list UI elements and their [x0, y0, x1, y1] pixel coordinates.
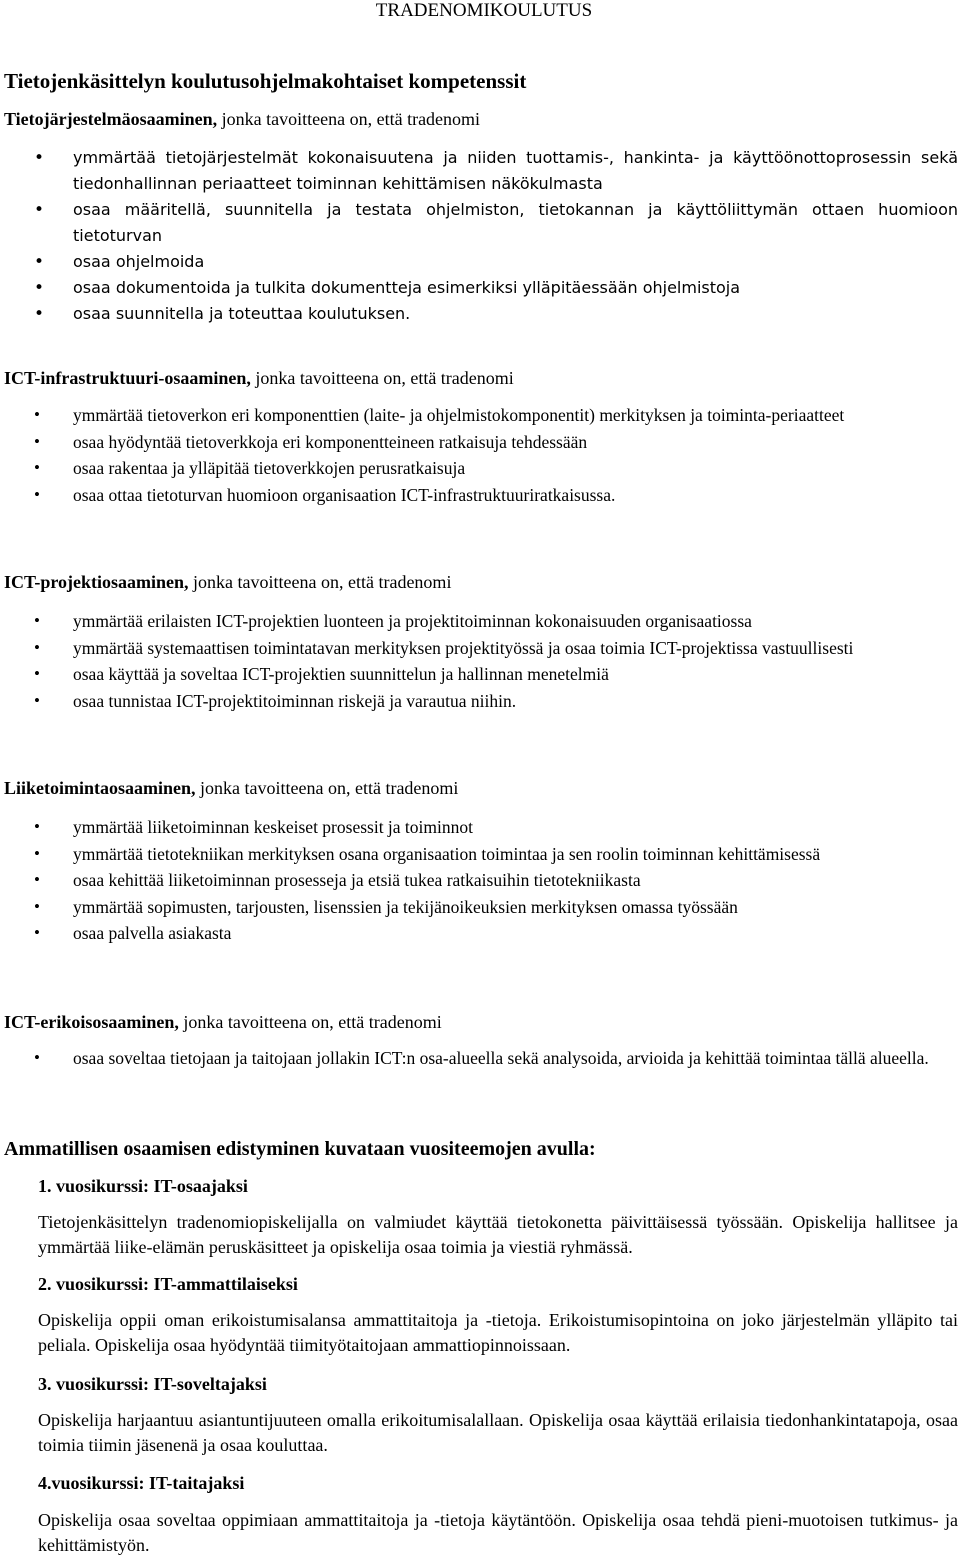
section-heading-rest: jonka tavoitteena on, että tradenomi — [195, 778, 459, 798]
list-item: • osaa soveltaa tietojaan ja taitojaan jollakin ICT:n osa-alueella sekä analysoida, arvioida ja kehittää toimintaa tällä alueella. — [0, 1045, 960, 1072]
list-item: • osaa palvella asiakasta — [0, 920, 960, 947]
list-item: • ymmärtää liiketoiminnan keskeiset prosessit ja toiminnot — [0, 814, 960, 841]
list-ict-infra — [0, 402, 960, 508]
year-2-text: Opiskelija oppii oman erikoistumisalansa ammattitaitoja ja -tietoja. Erikoistumisopintoina on joko järjestelmän ylläpito tai peliala. Opiskelija osaa hyödyntää tiimityötaitojaan ammattiopinnoissaan. — [38, 1310, 958, 1355]
list-item: • ymmärtää tietoverkon eri komponenttien (laite- ja ohjelmistokomponentit) merkityksen ja toiminta-periaatteet — [0, 402, 960, 429]
section-heading-bold: Tietojärjestelmäosaaminen, — [4, 109, 218, 129]
section-heading-bold: ICT-projektiosaaminen, — [4, 572, 189, 592]
section-heading-rest: jonka tavoitteena on, että tradenomi — [178, 1012, 442, 1032]
list-item: • osaa hyödyntää tietoverkkoja eri komponentteineen ratkaisuja tehdessään — [0, 429, 960, 456]
list-item: • osaa rakentaa ja ylläpitää tietoverkkojen perusratkaisuja — [0, 455, 960, 482]
list-item: • osaa ohjelmoida — [0, 249, 960, 275]
section-heading-ict-erikois — [4, 1010, 442, 1034]
section-heading-rest: jonka tavoitteena on, että tradenomi — [250, 368, 514, 388]
list-item: • osaa kehittää liiketoiminnan prosesseja ja etsiä tukea ratkaisuihin tietotekniikasta — [0, 867, 960, 894]
list-item: • osaa dokumentoida ja tulkita dokumentteja esimerkiksi ylläpitäessään ohjelmistoja — [0, 275, 960, 301]
year-2-title: 2. vuosikurssi: IT-ammattilaiseksi — [38, 1274, 298, 1294]
list-item: • ymmärtää systemaattisen toimintatavan merkityksen projektityössä ja osaa toimia ICT-projektissa vastuullisesti — [0, 635, 960, 662]
list-item: • ymmärtää tietojärjestelmät kokonaisuutena ja niiden tuottamis-, hankinta- ja käyttöönottoprosessin sekä tiedonhallinnan periaatteet toiminnan kehittämisen näkökulmasta — [0, 145, 960, 197]
main-title: Tietojenkäsittelyn koulutusohjelmakohtaiset kompetenssit — [4, 69, 527, 93]
list-liiketoiminta — [0, 814, 960, 947]
list-item: • osaa ottaa tietoturvan huomioon organisaation ICT-infrastruktuuriratkaisussa. — [0, 482, 960, 509]
page-header — [0, 0, 960, 22]
section-heading-bold: Liiketoimintaosaaminen, — [4, 778, 196, 798]
year-1-text: Tietojenkäsittelyn tradenomiopiskelijalla on valmiudet käyttää tietokonetta päivittäisessä työssään. Opiskelija hallitsee ja ymmärtää liike-elämän peruskäsitteet ja opiskelija osaa toimia ja viestiä ryhmässä. — [38, 1212, 958, 1257]
section-heading-rest: jonka tavoitteena on, että tradenomi — [217, 109, 481, 129]
year-4-title: 4.vuosikurssi: IT-taitajaksi — [38, 1473, 245, 1493]
list-item: • osaa tunnistaa ICT-projektitoiminnan riskejä ja varautua niihin. — [0, 688, 960, 715]
section-heading-bold: ICT-erikoisosaaminen, — [4, 1012, 179, 1032]
section-heading-ict-projekti — [4, 570, 451, 594]
list-item: • ymmärtää tietotekniikan merkityksen osana organisaation toimintaa ja sen roolin toiminnan kehittämisessä — [0, 841, 960, 868]
section-heading-tietojarjestelma — [4, 107, 480, 131]
list-ict-erikois — [0, 1045, 960, 1072]
section-heading-bold: ICT-infrastruktuuri-osaaminen, — [4, 368, 251, 388]
section-heading-ict-infra — [4, 366, 514, 390]
progress-title: Ammatillisen osaamisen edistyminen kuvataan vuositeemojen avulla: — [4, 1138, 596, 1160]
list-item: • ymmärtää erilaisten ICT-projektien luonteen ja projektitoiminnan kokonaisuuden organisaatiossa — [0, 608, 960, 635]
header-title: TRADENOMIKOULUTUS — [375, 0, 593, 21]
year-4-text: Opiskelija osaa soveltaa oppimiaan ammattitaitoja ja -tietoja käytäntöön. Opiskelija osaa tehdä pieni-muotoisen tutkimus- ja kehittämistyön. — [38, 1510, 958, 1555]
list-item: • osaa suunnitella ja toteuttaa koulutuksen. — [0, 301, 960, 327]
year-3-title: 3. vuosikurssi: IT-soveltajaksi — [38, 1374, 267, 1394]
year-1-title: 1. vuosikurssi: IT-osaajaksi — [38, 1176, 248, 1196]
list-item: • ymmärtää sopimusten, tarjousten, lisenssien ja tekijänoikeuksien merkityksen omassa työssään — [0, 894, 960, 921]
list-item: • osaa käyttää ja soveltaa ICT-projektien suunnittelun ja hallinnan menetelmiä — [0, 661, 960, 688]
section-heading-liiketoiminta — [4, 776, 458, 800]
list-item: • osaa määritellä, suunnitella ja testata ohjelmiston, tietokannan ja käyttöliittymän ottaen huomioon tietoturvan — [0, 197, 960, 249]
section-heading-rest: jonka tavoitteena on, että tradenomi — [188, 572, 452, 592]
year-3-text: Opiskelija harjaantuu asiantuntijuuteen omalla erikoitumisalallaan. Opiskelija osaa käyttää erilaisia tiedonhankintatapoja, osaa toimia tiimin jäsenenä ja osaa kouluttaa. — [38, 1410, 958, 1455]
list-ict-projekti — [0, 608, 960, 714]
list-tietojarjestelma — [0, 145, 960, 327]
